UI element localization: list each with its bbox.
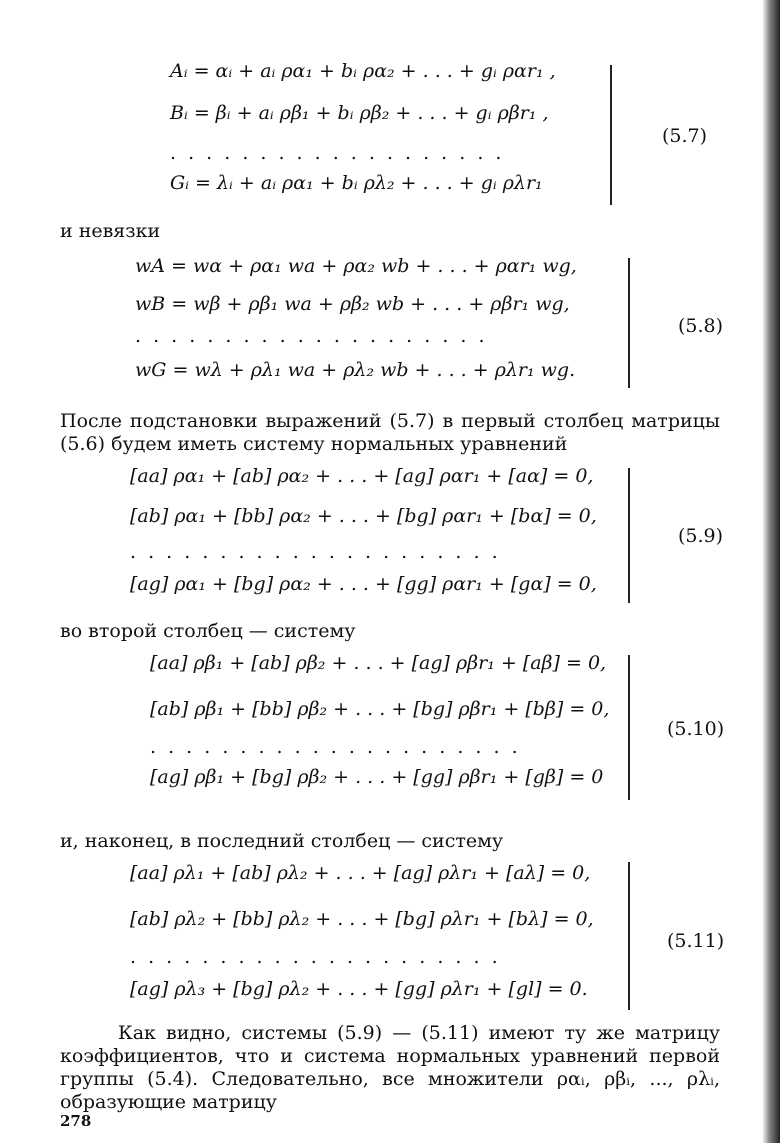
equation-line: Bᵢ = βᵢ + aᵢ ρβ₁ + bᵢ ρβ₂ + . . . + gᵢ ρβr₁ ,: [170, 102, 549, 124]
equation-line: [ab] ρα₁ + [bb] ρα₂ + . . . + [bg] ραr₁ + [bα] = 0,: [130, 505, 597, 527]
equation-number: (5.10): [667, 718, 725, 740]
ellipsis-row: . . . . . . . . . . . . . . . . . . .: [170, 142, 505, 164]
ellipsis-row: . . . . . . . . . . . . . . . . . . . . .: [130, 946, 501, 968]
paragraph-text: Как видно, системы (5.9) — (5.11) имеют ту же матрицу коэффициентов, что и система нормальных уравнений первой группы (5.4). Следовательно, все множители ραᵢ, ρβᵢ, ..., ρλᵢ, образующие матрицу: [60, 1022, 720, 1113]
equation-system-5-10: [150, 652, 620, 802]
equation-line: [ag] ρλ₃ + [bg] ρλ₂ + . . . + [gg] ρλr₁ + [gl] = 0.: [130, 978, 588, 1000]
equation-number: (5.11): [667, 930, 725, 952]
equation-line: [aa] ρα₁ + [ab] ρα₂ + . . . + [ag] ραr₁ + [aα] = 0,: [130, 465, 594, 487]
page-edge-shadow: [762, 0, 780, 1143]
brace: [628, 468, 630, 603]
equation-line: [aa] ρβ₁ + [ab] ρβ₂ + . . . + [ag] ρβr₁ + [aβ] = 0,: [150, 652, 607, 674]
equation-system-5-8: [135, 255, 635, 395]
equation-system-5-11: [130, 862, 620, 1012]
page-number: 278: [60, 1112, 92, 1130]
equation-line: Aᵢ = αᵢ + aᵢ ρα₁ + bᵢ ρα₂ + . . . + gᵢ ραr₁ ,: [170, 60, 556, 82]
equation-number: (5.7): [662, 125, 708, 147]
paragraph: [60, 410, 720, 456]
brace: [628, 862, 630, 1010]
brace: [628, 655, 630, 800]
equation-line: Gᵢ = λᵢ + aᵢ ρα₁ + bᵢ ρλ₂ + . . . + gᵢ ρλr₁: [170, 172, 543, 194]
equation-line: [ab] ρβ₁ + [bb] ρβ₂ + . . . + [bg] ρβr₁ + [bβ] = 0,: [150, 698, 610, 720]
ellipsis-row: . . . . . . . . . . . . . . . . . . . .: [135, 325, 488, 347]
equation-number: (5.9): [678, 525, 724, 547]
equation-system-5-7: [170, 60, 710, 210]
brace: [610, 65, 612, 205]
equation-line: wA = wα + ρα₁ wa + ρα₂ wb + . . . + ραr₁ wg,: [135, 255, 577, 277]
equation-line: [ag] ρβ₁ + [bg] ρβ₂ + . . . + [gg] ρβr₁ + [gβ] = 0: [150, 766, 604, 788]
paragraph: [60, 1022, 720, 1114]
ellipsis-row: . . . . . . . . . . . . . . . . . . . . .: [150, 736, 521, 758]
text-line: во второй столбец — систему: [60, 620, 356, 642]
equation-line: wG = wλ + ρλ₁ wa + ρλ₂ wb + . . . + ρλr₁ wg.: [135, 359, 576, 381]
ellipsis-row: . . . . . . . . . . . . . . . . . . . . .: [130, 541, 501, 563]
paragraph-text: После подстановки выражений (5.7) в первый столбец матрицы (5.6) будем иметь систему нормальных уравнений: [60, 410, 720, 455]
equation-line: wB = wβ + ρβ₁ wa + ρβ₂ wb + . . . + ρβr₁ wg,: [135, 293, 570, 315]
text-line: и, наконец, в последний столбец — систему: [60, 830, 504, 852]
equation-number: (5.8): [678, 315, 724, 337]
equation-system-5-9: [130, 465, 620, 605]
equation-line: [ag] ρα₁ + [bg] ρα₂ + . . . + [gg] ραr₁ + [gα] = 0,: [130, 573, 597, 595]
brace: [628, 258, 630, 388]
equation-line: [aa] ρλ₁ + [ab] ρλ₂ + . . . + [ag] ρλr₁ + [aλ] = 0,: [130, 862, 591, 884]
text-line: и невязки: [60, 220, 161, 242]
equation-line: [ab] ρλ₂ + [bb] ρλ₂ + . . . + [bg] ρλr₁ + [bλ] = 0,: [130, 908, 594, 930]
